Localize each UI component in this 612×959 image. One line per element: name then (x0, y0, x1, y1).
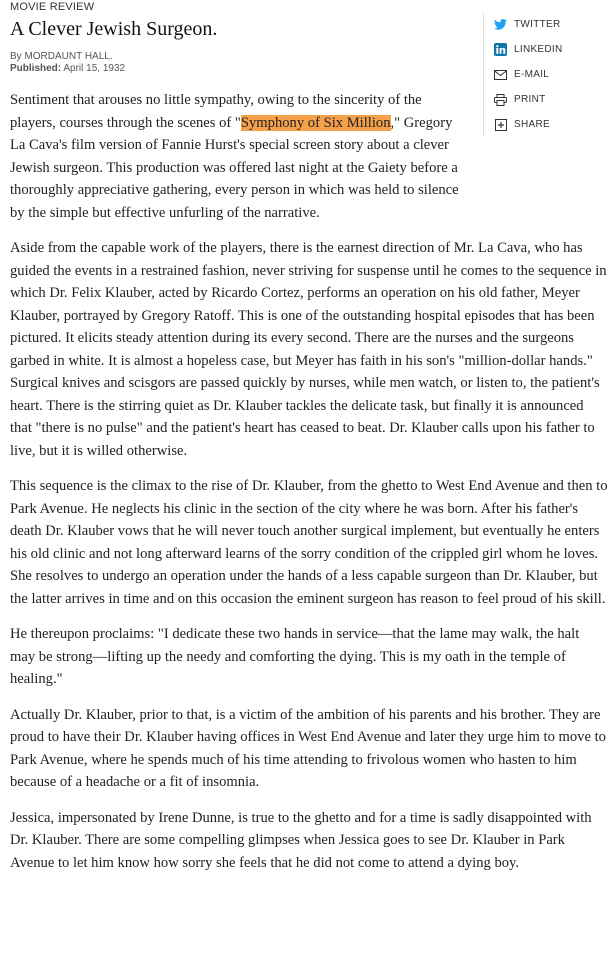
print-label: PRINT (514, 94, 546, 105)
paragraph-6: Jessica, impersonated by Irene Dunne, is true to the ghetto and for a time is sadly disappointed with Dr. Klauber. There are some compelling glimpses when Jessica goes to see Dr. Klauber in Park Avenue to let him know how sorry she feels that he did not come to attend a dying boy. (10, 809, 592, 871)
paragraph-1-rest: ," Gregory La Cava's film version of Fannie Hurst's special screen story about a clever Jewish surgeon. This production was offered last night at the Gaiety before a thoroughly appreciative gathering, every person in which was held to silence by the simple but effective unfurling of the narrative. (10, 114, 459, 221)
paragraph-5: Actually Dr. Klauber, prior to that, is a victim of the ambition of his parents and his brother. They are proud to have their Dr. Klauber having offices in West End Avenue and later they urge him to move to Park Avenue, where he spends much of his time attending to frivolous women who hasten to him because of a headache or a fit of insomnia. (10, 706, 606, 790)
paragraph-2: Aside from the capable work of the players, there is the earnest direction of Mr. La Cava, who has guided the events in a restrained fashion, never striving for suspense until he comes to the sequence in which Dr. Felix Klauber, acted by Ricardo Cortez, performs an operation on his old father, Meyer Klauber, portrayed by Gregory Ratoff. This is one of the outstanding hospital episodes that has been pictured. It elicits steady attention during its every second. There are the nurses and the surgeons garbed in white. It is almost a hopeless case, but Meyer has faith in his son's "million-dollar hands." Surgical knives and scisgors are passed quickly by nurses, while men watch, or listen to, the patient's heart. There is the stirring quiet as Dr. Klauber tackles the delicate task, but finally it is announced that "there is no pulse" and the patient's heart has ceased to beat. Dr. Klauber calls upon his father to live, but it is willed otherwise. (10, 240, 607, 459)
highlighted-film-title: Symphony of Six Million (240, 114, 391, 131)
email-share-button[interactable] (484, 62, 607, 87)
share-label: SHARE (514, 119, 550, 130)
paragraph-1 (10, 89, 470, 224)
email-label: E-MAIL (514, 69, 550, 80)
publish-date-line (10, 63, 125, 75)
byline-block (10, 51, 125, 75)
linkedin-icon (494, 43, 507, 56)
email-icon (494, 68, 507, 81)
published-label: Published: (10, 63, 62, 74)
linkedin-label: LINKEDIN (514, 44, 563, 55)
linkedin-share-button[interactable] (484, 37, 607, 62)
paragraph-4: He thereupon proclaims: "I dedicate these two hands in service—that the lame may walk, the halt may be strong—lifting up the needy and comforting the dying. This is my oath in the temple of healing." (10, 626, 580, 687)
published-date: April 15, 1932 (63, 63, 126, 74)
twitter-share-button[interactable] (484, 12, 607, 37)
article-headline: A Clever Jewish Surgeon. (10, 18, 218, 40)
twitter-icon (494, 18, 507, 31)
paragraph-3: This sequence is the climax to the rise of Dr. Klauber, from the ghetto to West End Avenue and then to Park Avenue. He neglects his clinic in the section of the city where he was born. After his father's death Dr. Klauber vows that he will never touch another surgical implement, but eventually he enters his old clinic and not long afterward learns of the sorry condition of the crippled girl whom he loves. She resolves to undergo an operation under the hands of a less capable surgeon than Dr. Klauber, but the latter arrives in time and on this occasion the eminent surgeon has reason to feel proud of his skill. (10, 478, 608, 607)
article-body (10, 89, 608, 887)
byline-author: By MORDAUNT HALL. (10, 51, 113, 62)
twitter-label: TWITTER (514, 19, 561, 30)
paragraph-1-lead: Sentiment that arouses no little sympathy, owing to the sincerity of the players, courses through the scenes of " (10, 92, 422, 131)
section-kicker: MOVIE REVIEW (10, 1, 95, 13)
